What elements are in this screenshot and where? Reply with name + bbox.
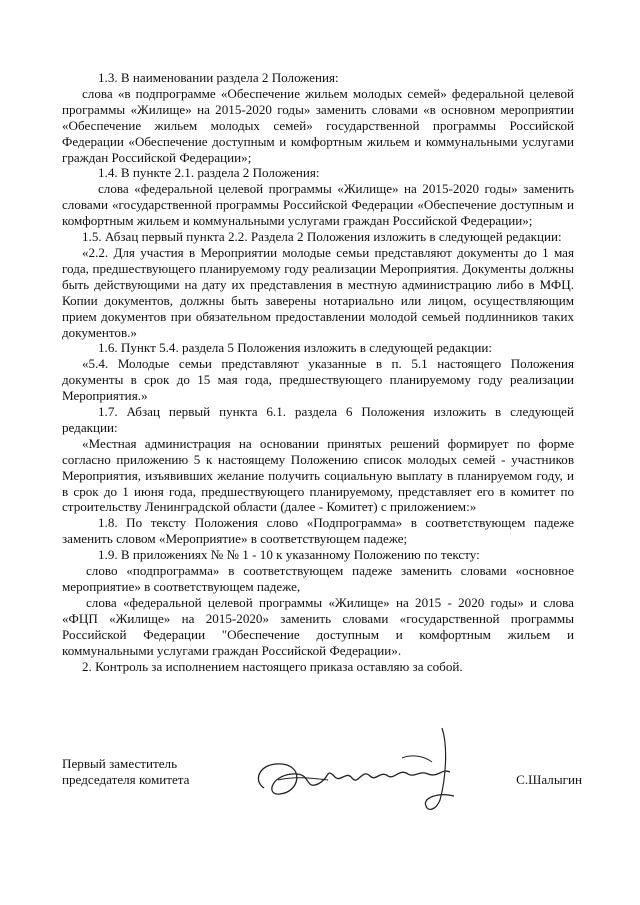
paragraph-5-4-quote: «5.4. Молодые семьи представляют указанные в п. 5.1 настоящего Положения документы в срок до 15 мая года, предшествующего планируемому году реализации Мероприятия.»	[62, 356, 574, 404]
signatory-title-line-1: Первый заместитель	[62, 756, 178, 771]
paragraph-6-1-quote: «Местная администрация на основании принятых решений формирует по форме согласно приложению 5 к настоящему Положению список молодых семей - участников Мероприятия, изъявивших желание получить социальную выплату в планируемом году, и в срок до 1 июня года, предшествующего планируемому, представляет его в комитет по строительству Ленинградской области (далее - Комитет) с приложением:»	[62, 435, 574, 515]
paragraph-2-control: 2. Контроль за исполнением настоящего приказа оставляю за собой.	[82, 658, 463, 674]
paragraph-1-4: 1.4. В пункте 2.1. раздела 2 Положения:	[98, 165, 320, 181]
signature-block	[62, 756, 582, 816]
handwritten-signature	[242, 718, 482, 818]
signatory-name: С.Шалыгин	[516, 772, 582, 787]
signatory-title-line-2: председателя комитета	[62, 772, 190, 787]
paragraph-1-3-text: слова «в подпрограмме «Обеспечение жильем молодых семей» федеральной целевой программы «Жилище» на 2015-2020 годы» заменить словами «в основном мероприятии «Обеспечение жильем молодых семей» государственной программы Российской Федерации «Обеспечение доступным и комфортным жильем и коммунальными услугами граждан Российской Федерации»;	[62, 85, 574, 165]
paragraph-1-7: 1.7. Абзац первый пункта 6.1. раздела 6 Положения изложить в следующей редакции:	[62, 404, 574, 435]
paragraph-1-9: 1.9. В приложениях № № 1 - 10 к указанному Положению по тексту:	[98, 547, 480, 563]
signatory-title	[62, 756, 189, 788]
paragraph-1-9-words: слова «федеральной целевой программы «Жилище» на 2015 - 2020 годы» и слова «ФЦП «Жилище» на 2015-2020» заменить словами «государственной программы Российской Федерации "Обеспечение доступным и комфортным жильем и коммунальными услугами граждан Российской Федерации».	[62, 594, 574, 658]
document-body	[62, 70, 574, 674]
paragraph-1-9-word: слово «подпрограмма» в соответствующем падеже заменить словами «основное мероприятие» в соответствующем падеже,	[62, 563, 574, 594]
paragraph-1-4-text: слова «федеральной целевой программы «Жилище» на 2015-2020 годы» заменить словами «государственной программы Российской Федерации «Обеспечение доступным и комфортным жильем и коммунальными услугами граждан Российской Федерации»;	[62, 181, 574, 229]
paragraph-1-6: 1.6. Пункт 5.4. раздела 5 Положения изложить в следующей редакции:	[98, 340, 493, 356]
paragraph-1-8: 1.8. По тексту Положения слово «Подпрограмма» в соответствующем падеже заменить словом «Мероприятие» в соответствующем падеже;	[62, 515, 574, 547]
paragraph-2-2-quote: «2.2. Для участия в Мероприятии молодые семьи представляют документы до 1 мая года, предшествующего планируемому году реализации Мероприятия. Документы должны быть действующими на дату их представления в местную администрацию либо в МФЦ. Копии документов, должны быть заверены нотариально или лицом, осуществляющим прием документов при обязательном предоставлении молодой семьей подлинников таких документов.»	[62, 244, 574, 340]
paragraph-1-3: 1.3. В наименовании раздела 2 Положения:	[98, 70, 339, 85]
paragraph-1-5: 1.5. Абзац первый пункта 2.2. Раздела 2 Положения изложить в следующей редакции:	[82, 229, 562, 245]
